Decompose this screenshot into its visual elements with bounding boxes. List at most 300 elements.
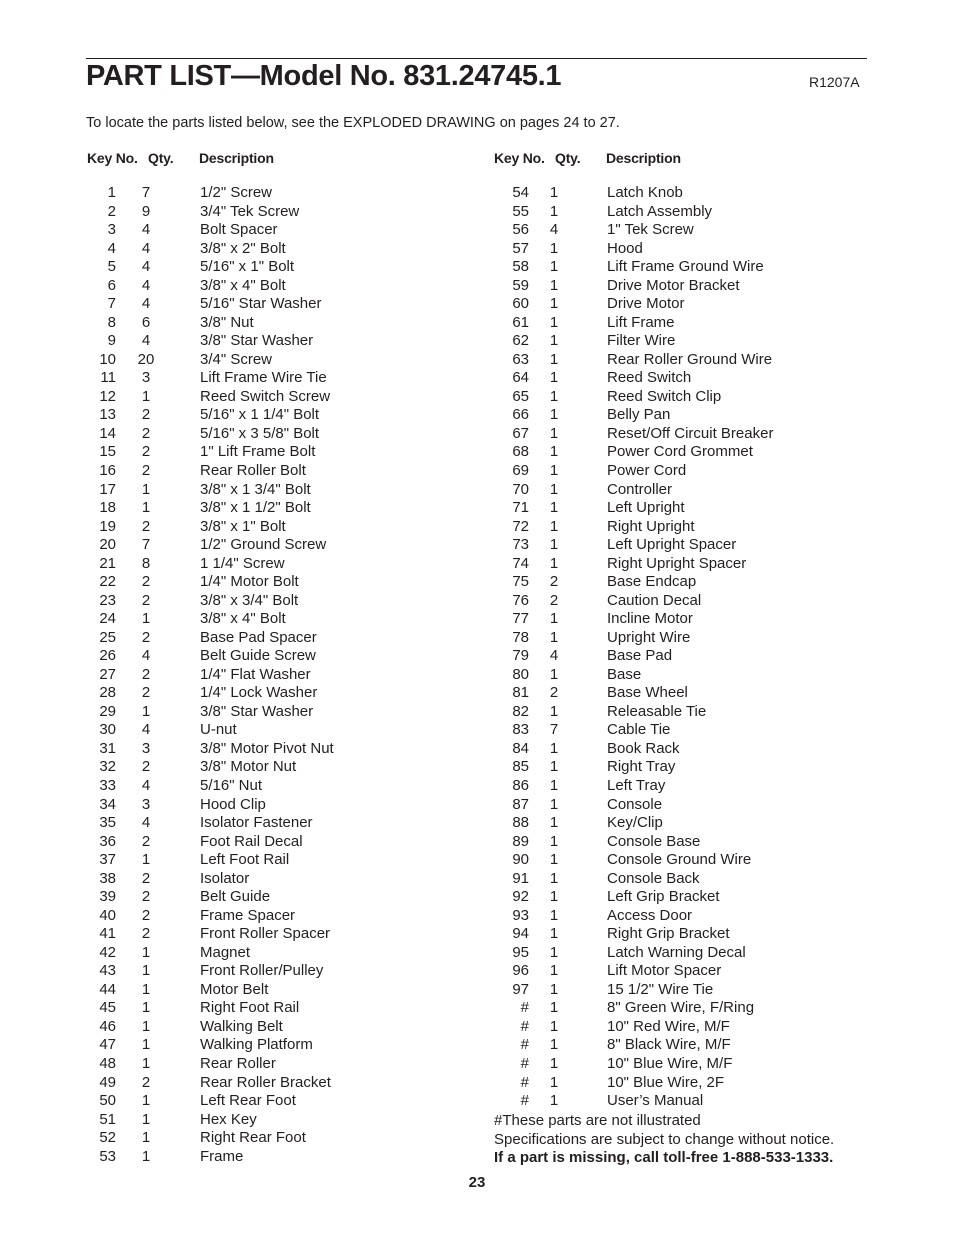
qty: 1 (549, 943, 559, 961)
description: Rear Roller Ground Wire (607, 350, 773, 368)
table-row (0, 184, 954, 203)
table-row (0, 221, 954, 240)
table-row (0, 981, 954, 1000)
description: Power Cord Grommet (607, 443, 753, 461)
description: 3/8" Motor Pivot Nut (200, 739, 334, 757)
key-no: 47 (99, 1036, 116, 1054)
qty: 7 (141, 184, 151, 201)
qty: 4 (141, 239, 151, 257)
qty: 2 (141, 869, 151, 887)
description: 3/4" Tek Screw (200, 202, 300, 220)
table-row (0, 240, 954, 259)
description: Isolator Fastener (200, 814, 313, 832)
description: Isolator (200, 869, 250, 887)
key-no: 55 (512, 202, 529, 220)
description: Motor Belt (200, 980, 269, 998)
key-no: 14 (99, 424, 116, 442)
qty: 1 (549, 980, 559, 998)
description: Cable Tie (607, 721, 671, 739)
table-row (0, 1092, 954, 1111)
key-no: 42 (99, 943, 116, 961)
key-no: 6 (107, 276, 116, 294)
qty: 1 (549, 962, 559, 980)
table-row (0, 703, 954, 722)
qty: 1 (549, 739, 559, 757)
right-key-header: Key No. (494, 150, 545, 166)
description: Reset/Off Circuit Breaker (607, 424, 774, 442)
key-no: 87 (512, 795, 529, 813)
table-row (0, 277, 954, 296)
qty: 2 (141, 832, 151, 850)
description: 3/8" x 4" Bolt (200, 610, 286, 628)
page-number: 23 (468, 1174, 486, 1191)
description: Rear Roller Bracket (200, 1073, 331, 1091)
table-row (0, 1055, 954, 1074)
qty: 1 (141, 387, 151, 405)
table-row (0, 758, 954, 777)
key-no: 45 (99, 999, 116, 1017)
description: 5/16" x 1 1/4" Bolt (200, 406, 320, 424)
qty: 4 (141, 721, 151, 739)
key-no: 29 (99, 702, 116, 720)
qty: 1 (549, 406, 559, 424)
description: 8" Black Wire, M/F (607, 1036, 731, 1054)
qty: 4 (141, 814, 151, 832)
right-parts-list (0, 184, 954, 1111)
qty: 1 (549, 184, 559, 201)
description: Caution Decal (607, 591, 702, 609)
key-no: 50 (99, 1092, 116, 1110)
key-no: 3 (107, 221, 116, 239)
description: 8" Green Wire, F/Ring (607, 999, 755, 1017)
table-row (0, 388, 954, 407)
description: 1/2" Ground Screw (200, 536, 327, 554)
key-no: 97 (512, 980, 529, 998)
qty: 1 (549, 869, 559, 887)
description: Console (607, 795, 663, 813)
description: Latch Assembly (607, 202, 713, 220)
description: 15 1/2" Wire Tie (607, 980, 714, 998)
qty: 1 (141, 943, 151, 961)
key-no: 89 (512, 832, 529, 850)
qty: 2 (141, 906, 151, 924)
description: Front Roller Spacer (200, 925, 331, 943)
key-no: 2 (107, 202, 116, 220)
key-no: 7 (107, 295, 116, 313)
key-no: 62 (512, 332, 529, 350)
qty: 1 (549, 925, 559, 943)
description: Left Upright (607, 499, 685, 517)
qty: 1 (141, 1017, 151, 1035)
table-row (0, 592, 954, 611)
specs-note: Specifications are subject to change without notice. (494, 1130, 835, 1148)
description: Bolt Spacer (200, 221, 278, 239)
table-row (0, 740, 954, 759)
key-no: 35 (99, 814, 116, 832)
key-no: 76 (512, 591, 529, 609)
qty: 2 (141, 628, 151, 646)
description: Access Door (607, 906, 693, 924)
description: Left Grip Bracket (607, 888, 720, 906)
qty: 3 (141, 739, 151, 757)
key-no: 20 (99, 536, 116, 554)
key-no: 46 (99, 1017, 116, 1035)
key-no: 19 (99, 517, 116, 535)
description: U-nut (200, 721, 237, 739)
description: Releasable Tie (607, 702, 707, 720)
description: Foot Rail Decal (200, 832, 303, 850)
description: Reed Switch (607, 369, 692, 387)
qty: 1 (549, 628, 559, 646)
description: Frame (200, 1147, 244, 1165)
description: Frame Spacer (200, 906, 296, 924)
key-no: 52 (99, 1129, 116, 1147)
key-no: 60 (512, 295, 529, 313)
key-no: 24 (99, 610, 116, 628)
table-row (0, 295, 954, 314)
qty: 4 (141, 332, 151, 350)
qty: 1 (549, 480, 559, 498)
qty: 1 (549, 499, 559, 517)
description: Lift Frame (607, 313, 675, 331)
table-row (0, 481, 954, 500)
description: 3/8" x 2" Bolt (200, 239, 286, 257)
key-no: 4 (107, 239, 116, 257)
key-no: 84 (512, 739, 529, 757)
qty: 1 (549, 888, 559, 906)
key-no: 12 (99, 387, 116, 405)
key-no: 53 (99, 1147, 116, 1165)
key-no: 69 (512, 461, 529, 479)
qty: 1 (141, 980, 151, 998)
key-no: 9 (107, 332, 116, 350)
qty: 9 (141, 202, 151, 220)
description: Base Pad Spacer (200, 628, 317, 646)
key-no: 93 (512, 906, 529, 924)
qty: 1 (549, 702, 559, 720)
qty: 3 (141, 369, 151, 387)
description: Front Roller/Pulley (200, 962, 324, 980)
table-row (0, 1148, 480, 1167)
key-no: 44 (99, 980, 116, 998)
table-row (0, 573, 954, 592)
qty: 2 (549, 573, 559, 591)
description: Right Rear Foot (200, 1129, 306, 1147)
document-code: R1207A (809, 74, 860, 90)
table-row (0, 1018, 954, 1037)
description: 5/16" Nut (200, 777, 263, 794)
qty: 1 (549, 536, 559, 554)
key-no: # (520, 1054, 529, 1072)
key-no: 90 (512, 851, 529, 869)
qty: 1 (549, 239, 559, 257)
description: Hex Key (200, 1110, 257, 1128)
table-row (0, 536, 954, 555)
key-no: 11 (100, 369, 116, 387)
description: 5/16" x 3 5/8" Bolt (200, 424, 320, 442)
key-no: 63 (512, 350, 529, 368)
qty: 1 (549, 276, 559, 294)
table-row (0, 888, 954, 907)
description: Upright Wire (607, 628, 691, 646)
key-no: # (520, 1092, 529, 1110)
table-row (0, 999, 954, 1018)
qty: 2 (141, 758, 151, 776)
key-no: 72 (512, 517, 529, 535)
description: Filter Wire (607, 332, 676, 350)
qty: 7 (141, 536, 151, 554)
qty: 8 (141, 554, 151, 572)
description: Walking Belt (200, 1017, 283, 1035)
description: 3/8" x 1" Bolt (200, 517, 286, 535)
table-row (0, 851, 954, 870)
description: Console Back (607, 869, 700, 887)
key-no: 59 (512, 276, 529, 294)
table-row (0, 369, 954, 388)
table-row (0, 314, 954, 333)
description: 10" Red Wire, M/F (607, 1017, 730, 1035)
table-row (0, 1036, 954, 1055)
qty: 2 (141, 591, 151, 609)
qty: 1 (549, 610, 559, 628)
qty: 2 (141, 573, 151, 591)
key-no: 95 (512, 943, 529, 961)
qty: 2 (141, 406, 151, 424)
key-no: 43 (99, 962, 116, 980)
key-no: 10 (99, 350, 116, 368)
key-no: 28 (99, 684, 116, 702)
key-no: # (520, 1036, 529, 1054)
qty: 1 (549, 906, 559, 924)
key-no: 48 (99, 1054, 116, 1072)
key-no: 39 (99, 888, 116, 906)
description: 1/4" Flat Washer (200, 665, 311, 683)
description: Console Base (607, 832, 701, 850)
qty: 2 (141, 424, 151, 442)
key-no: 56 (512, 221, 529, 239)
qty: 1 (141, 999, 151, 1017)
key-no: 18 (99, 499, 116, 517)
description: Base (607, 665, 642, 683)
key-no: 83 (512, 721, 529, 739)
qty: 2 (549, 591, 559, 609)
qty: 7 (549, 721, 559, 739)
table-row (0, 962, 954, 981)
description: Lift Frame Wire Tie (200, 369, 327, 387)
key-no: 61 (512, 313, 529, 331)
key-no: 54 (512, 184, 529, 201)
qty: 1 (549, 1073, 559, 1091)
key-no: 58 (512, 258, 529, 276)
qty: 1 (549, 443, 559, 461)
right-desc-header: Description (606, 150, 681, 166)
qty: 1 (549, 295, 559, 313)
table-row (0, 870, 954, 889)
description: 5/16" x 1" Bolt (200, 258, 295, 276)
description: Key/Clip (607, 814, 663, 832)
description: Drive Motor (607, 295, 685, 313)
key-no: 94 (512, 925, 529, 943)
description: Right Tray (607, 758, 676, 776)
table-row (0, 443, 954, 462)
key-no: 31 (99, 739, 116, 757)
key-no: 82 (512, 702, 529, 720)
right-qty-header: Qty. (555, 150, 581, 166)
qty: 2 (141, 888, 151, 906)
qty: 2 (141, 665, 151, 683)
key-no: # (520, 999, 529, 1017)
table-row (0, 425, 954, 444)
table-row (0, 721, 954, 740)
key-no: 71 (512, 499, 529, 517)
table-row (0, 406, 954, 425)
description: Reed Switch Screw (200, 387, 331, 405)
table-row (0, 925, 954, 944)
description: Lift Motor Spacer (607, 962, 722, 980)
table-row (0, 332, 954, 351)
description: Hood (607, 239, 643, 257)
table-row (0, 833, 954, 852)
key-no: 73 (512, 536, 529, 554)
key-no: 40 (99, 906, 116, 924)
table-row (0, 814, 954, 833)
description: 3/8" x 1 3/4" Bolt (200, 480, 311, 498)
description: 5/16" Star Washer (200, 295, 322, 313)
table-row (0, 462, 954, 481)
left-desc-header: Description (199, 150, 274, 166)
key-no: 74 (512, 554, 529, 572)
description: 3/8" Motor Nut (200, 758, 297, 776)
description: 3/8" Star Washer (200, 702, 314, 720)
qty: 1 (549, 851, 559, 869)
key-no: 65 (512, 387, 529, 405)
qty: 2 (549, 684, 559, 702)
description: Base Endcap (607, 573, 697, 591)
qty: 4 (141, 777, 151, 794)
description: Reed Switch Clip (607, 387, 722, 405)
description: Magnet (200, 943, 251, 961)
description: Left Rear Foot (200, 1092, 296, 1110)
description: 10" Blue Wire, 2F (607, 1073, 725, 1091)
description: Belt Guide Screw (200, 647, 316, 665)
key-no: 78 (512, 628, 529, 646)
table-row (0, 629, 954, 648)
qty: 1 (549, 795, 559, 813)
qty: 1 (549, 350, 559, 368)
table-row (0, 203, 954, 222)
key-no: 57 (512, 239, 529, 257)
description: Drive Motor Bracket (607, 276, 740, 294)
qty: 2 (141, 517, 151, 535)
notes (494, 1112, 834, 1168)
qty: 1 (141, 1054, 151, 1072)
description: 3/8" x 3/4" Bolt (200, 591, 299, 609)
page-title: PART LIST—Model No. 831.24745.1 (86, 60, 562, 92)
description: Power Cord (607, 461, 687, 479)
description: 1" Lift Frame Bolt (200, 443, 316, 461)
description: Walking Platform (200, 1036, 313, 1054)
key-no: 17 (99, 480, 116, 498)
qty: 1 (141, 962, 151, 980)
qty: 6 (141, 313, 151, 331)
description: 3/8" x 1 1/2" Bolt (200, 499, 311, 517)
description: User’s Manual (607, 1092, 704, 1110)
description: 1/4" Lock Washer (200, 684, 318, 702)
description: Base Wheel (607, 684, 688, 702)
qty: 1 (549, 554, 559, 572)
key-no: 49 (99, 1073, 116, 1091)
qty: 1 (549, 387, 559, 405)
description: Left Tray (607, 777, 666, 794)
key-no: 92 (512, 888, 529, 906)
description: Belt Guide (200, 888, 271, 906)
qty: 1 (549, 332, 559, 350)
qty: 1 (549, 517, 559, 535)
qty: 1 (549, 1054, 559, 1072)
qty: 1 (549, 1092, 559, 1110)
qty: 1 (549, 258, 559, 276)
description: 3/8" Star Washer (200, 332, 314, 350)
key-no: 22 (99, 573, 116, 591)
qty: 1 (549, 777, 559, 794)
qty: 4 (141, 221, 151, 239)
table-row (0, 1074, 954, 1093)
key-no: 77 (512, 610, 529, 628)
key-no: 1 (107, 184, 116, 201)
key-no: # (520, 1017, 529, 1035)
qty: 1 (549, 814, 559, 832)
qty: 1 (549, 202, 559, 220)
qty: 1 (549, 1017, 559, 1035)
description: Right Foot Rail (200, 999, 300, 1017)
qty: 1 (141, 1147, 151, 1165)
intro-text: To locate the parts listed below, see the EXPLODED DRAWING on pages 24 to 27. (86, 115, 620, 131)
qty: 20 (137, 350, 155, 368)
table-row (0, 944, 954, 963)
description: 10" Blue Wire, M/F (607, 1054, 733, 1072)
table-row (0, 796, 954, 815)
description: Rear Roller (200, 1054, 276, 1072)
key-no: 38 (99, 869, 116, 887)
key-no: 96 (512, 962, 529, 980)
qty: 4 (141, 258, 151, 276)
description: Incline Motor (607, 610, 693, 628)
description: 3/8" Nut (200, 313, 254, 331)
description: 3/8" x 4" Bolt (200, 276, 286, 294)
qty: 1 (549, 1036, 559, 1054)
description: Latch Warning Decal (607, 943, 746, 961)
table-row (0, 555, 954, 574)
key-no: 88 (512, 814, 529, 832)
description: Right Grip Bracket (607, 925, 730, 943)
key-no: 68 (512, 443, 529, 461)
qty: 1 (141, 610, 151, 628)
qty: 1 (141, 702, 151, 720)
table-row (0, 666, 954, 685)
description: Base Pad (607, 647, 673, 665)
table-row (0, 777, 954, 796)
qty: 1 (141, 1036, 151, 1054)
qty: 1 (549, 313, 559, 331)
qty: 1 (141, 1092, 151, 1110)
qty: 4 (141, 647, 151, 665)
description: Belly Pan (607, 406, 671, 424)
key-no: # (520, 1073, 529, 1091)
key-no: 86 (512, 777, 529, 794)
key-no: 30 (99, 721, 116, 739)
top-rule (86, 58, 867, 59)
key-no: 13 (99, 406, 116, 424)
